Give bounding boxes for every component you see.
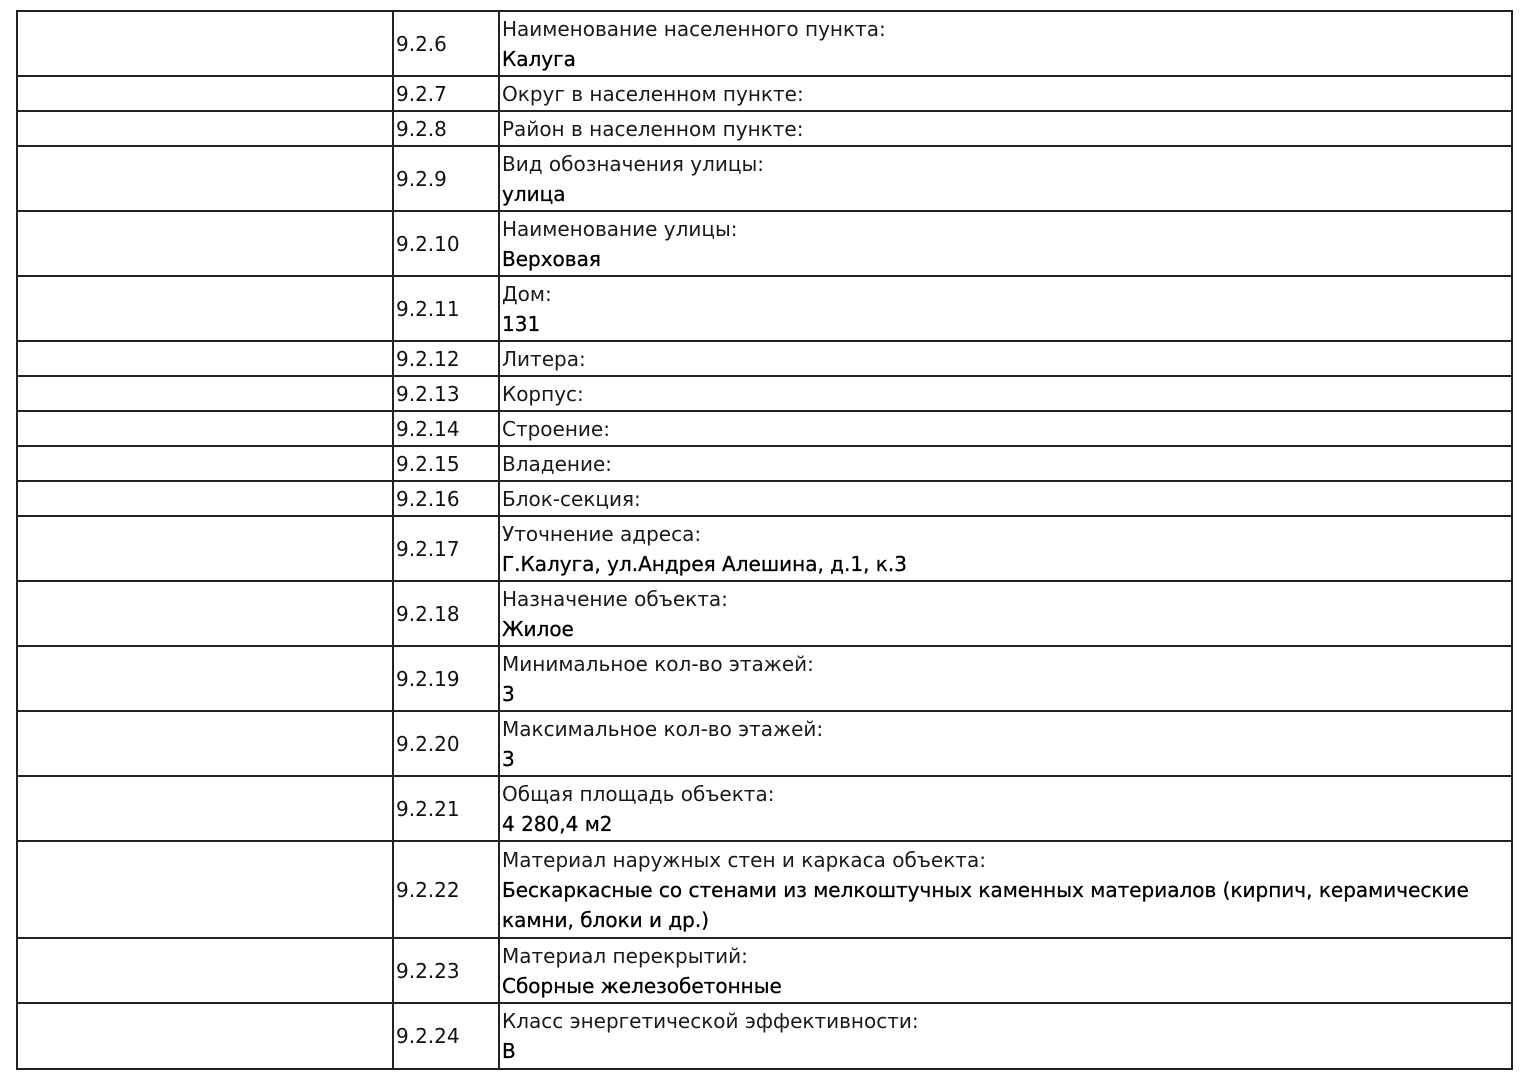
item-number: 9.2.16 bbox=[393, 481, 499, 516]
item-content bbox=[499, 11, 1512, 76]
item-value: 4 280,4 м2 bbox=[502, 811, 613, 836]
item-value: 3 bbox=[502, 746, 515, 771]
item-label: Минимальное кол-во этажей: bbox=[502, 651, 814, 676]
item-label: Уточнение адреса: bbox=[502, 521, 702, 546]
empty-cell bbox=[17, 341, 393, 376]
empty-cell bbox=[17, 146, 393, 211]
item-label: Округ в населенном пункте: bbox=[502, 81, 804, 106]
item-label: Корпус: bbox=[502, 381, 584, 406]
empty-cell bbox=[17, 646, 393, 711]
item-label: Класс энергетической эффективности: bbox=[502, 1009, 919, 1033]
item-number: 9.2.6 bbox=[393, 11, 499, 76]
item-content bbox=[499, 938, 1512, 1003]
item-content bbox=[499, 581, 1512, 646]
item-value: улица bbox=[502, 181, 566, 206]
item-value: Верховая bbox=[502, 246, 601, 271]
item-label: Материал перекрытий: bbox=[502, 943, 748, 968]
item-content bbox=[499, 211, 1512, 276]
item-label: Литера: bbox=[502, 346, 586, 371]
empty-cell bbox=[17, 376, 393, 411]
table-row bbox=[17, 341, 1512, 376]
table-row bbox=[17, 411, 1512, 446]
item-label: Дом: bbox=[502, 281, 552, 306]
item-content bbox=[499, 276, 1512, 341]
empty-cell bbox=[17, 411, 393, 446]
table-row bbox=[17, 776, 1512, 841]
table-row bbox=[17, 711, 1512, 776]
item-number: 9.2.7 bbox=[393, 76, 499, 111]
item-number: 9.2.20 bbox=[393, 711, 499, 776]
item-number: 9.2.15 bbox=[393, 446, 499, 481]
item-number: 9.2.10 bbox=[393, 211, 499, 276]
item-content bbox=[499, 76, 1512, 111]
table-row bbox=[17, 1003, 1512, 1069]
empty-cell bbox=[17, 111, 393, 146]
item-number: 9.2.24 bbox=[393, 1003, 499, 1069]
empty-cell bbox=[17, 841, 393, 938]
item-content bbox=[499, 776, 1512, 841]
item-content bbox=[499, 481, 1512, 516]
item-number: 9.2.8 bbox=[393, 111, 499, 146]
table-row bbox=[17, 211, 1512, 276]
item-content bbox=[499, 111, 1512, 146]
table-row bbox=[17, 11, 1512, 76]
table-row bbox=[17, 76, 1512, 111]
empty-cell bbox=[17, 581, 393, 646]
empty-cell bbox=[17, 516, 393, 581]
item-value: Жилое bbox=[502, 616, 574, 641]
item-number: 9.2.18 bbox=[393, 581, 499, 646]
table-row bbox=[17, 841, 1512, 938]
item-number: 9.2.23 bbox=[393, 938, 499, 1003]
table-row bbox=[17, 516, 1512, 581]
empty-cell bbox=[17, 938, 393, 1003]
item-label: Наименование улицы: bbox=[502, 216, 738, 241]
table-row bbox=[17, 938, 1512, 1003]
item-value: Калуга bbox=[502, 46, 576, 71]
item-label: Назначение объекта: bbox=[502, 586, 728, 611]
item-number: 9.2.21 bbox=[393, 776, 499, 841]
item-number: 9.2.19 bbox=[393, 646, 499, 711]
empty-cell bbox=[17, 11, 393, 76]
item-number: 9.2.14 bbox=[393, 411, 499, 446]
table-row bbox=[17, 646, 1512, 711]
item-number: 9.2.22 bbox=[393, 841, 499, 938]
item-content bbox=[499, 646, 1512, 711]
empty-cell bbox=[17, 446, 393, 481]
item-label: Максимальное кол-во этажей: bbox=[502, 716, 824, 741]
empty-cell bbox=[17, 276, 393, 341]
item-label: Наименование населенного пункта: bbox=[502, 16, 886, 41]
item-number: 9.2.9 bbox=[393, 146, 499, 211]
empty-cell bbox=[17, 711, 393, 776]
table-row bbox=[17, 376, 1512, 411]
item-content bbox=[499, 376, 1512, 411]
item-content bbox=[499, 341, 1512, 376]
table-row bbox=[17, 481, 1512, 516]
item-value: 3 bbox=[502, 681, 515, 706]
item-label: Вид обозначения улицы: bbox=[502, 151, 765, 176]
item-number: 9.2.17 bbox=[393, 516, 499, 581]
item-value: В bbox=[502, 1039, 516, 1063]
table-row bbox=[17, 111, 1512, 146]
item-content bbox=[499, 146, 1512, 211]
table-row bbox=[17, 276, 1512, 341]
empty-cell bbox=[17, 776, 393, 841]
declaration-table bbox=[16, 10, 1513, 1070]
item-label: Район в населенном пункте: bbox=[502, 116, 804, 141]
item-label: Материал наружных стен и каркаса объекта: bbox=[502, 847, 986, 872]
item-content bbox=[499, 446, 1512, 481]
empty-cell bbox=[17, 481, 393, 516]
table-row bbox=[17, 581, 1512, 646]
table-row bbox=[17, 146, 1512, 211]
item-content bbox=[499, 711, 1512, 776]
item-number: 9.2.13 bbox=[393, 376, 499, 411]
item-value: Сборные железобетонные bbox=[502, 973, 782, 998]
item-content bbox=[499, 841, 1512, 938]
item-value: 131 bbox=[502, 311, 541, 336]
item-label: Блок-секция: bbox=[502, 486, 641, 511]
item-number: 9.2.11 bbox=[393, 276, 499, 341]
item-content bbox=[499, 411, 1512, 446]
empty-cell bbox=[17, 211, 393, 276]
empty-cell bbox=[17, 1003, 393, 1069]
table-row bbox=[17, 446, 1512, 481]
item-value: Г.Калуга, ул.Андрея Алешина, д.1, к.3 bbox=[502, 551, 907, 576]
item-label: Общая площадь объекта: bbox=[502, 781, 775, 806]
empty-cell bbox=[17, 76, 393, 111]
item-number: 9.2.12 bbox=[393, 341, 499, 376]
item-content bbox=[499, 516, 1512, 581]
item-value: Бескаркасные со стенами из мелкоштучных каменных материалов (кирпич, керамические камни, блоки и др.) bbox=[502, 877, 1469, 932]
item-label: Строение: bbox=[502, 416, 610, 441]
item-content bbox=[499, 1003, 1512, 1069]
item-label: Владение: bbox=[502, 451, 613, 476]
